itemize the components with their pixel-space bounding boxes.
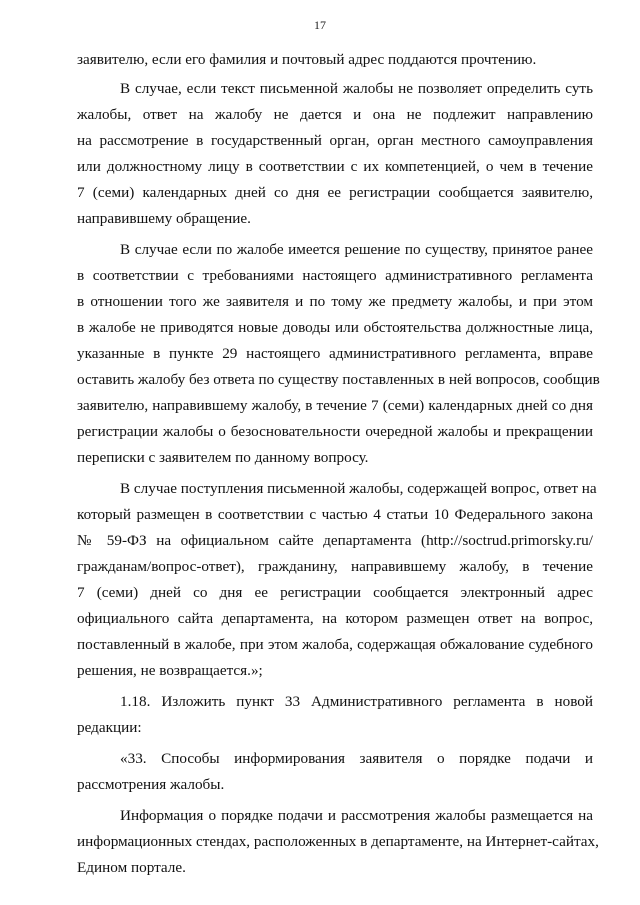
text-line: Информация о порядке подачи и рассмотрения жалобы размещается на xyxy=(120,807,593,824)
text-line: редакции: xyxy=(77,719,142,736)
text-line: указанные в пункте 29 настоящего административного регламента, вправе xyxy=(77,345,593,362)
text-line: в отношении того же заявителя и по тому же предмету жалобы, и при этом xyxy=(77,293,593,310)
text-line: информационных стендах, расположенных в департаменте, на Интернет-сайтах, xyxy=(77,833,599,850)
text-line: официального сайта департамента, на котором размещен ответ на вопрос, xyxy=(77,610,593,627)
page-number: 17 xyxy=(314,18,326,32)
text-line: рассмотрения жалобы. xyxy=(77,776,225,793)
text-line: 7 (семи) дней со дня ее регистрации сообщается электронный адрес xyxy=(77,584,593,601)
text-line: в жалобе не приводятся новые доводы или обстоятельства должностные лица, xyxy=(77,319,593,336)
text-line: в соответствии с требованиями настоящего административного регламента xyxy=(77,267,593,284)
text-line: на рассмотрение в государственный орган, орган местного самоуправления xyxy=(77,132,593,149)
text-line: переписки с заявителем по данному вопросу. xyxy=(77,449,369,466)
text-line: оставить жалобу без ответа по существу поставленных в ней вопросов, сообщив xyxy=(77,371,600,388)
text-line: решения, не возвращается.»; xyxy=(77,662,263,679)
text-line: № 59-ФЗ на официальном сайте департамента (http://soctrud.primorsky.ru/ xyxy=(77,532,593,549)
text-line: заявителю, если его фамилия и почтовый адрес поддаются прочтению. xyxy=(77,51,537,68)
text-line: заявителю, направившему жалобу, в течение 7 (семи) календарных дней со дня xyxy=(77,397,593,414)
text-line: направившему обращение. xyxy=(77,210,251,227)
text-line: «33. Способы информирования заявителя о порядке подачи и xyxy=(120,750,593,767)
text-line: Едином портале. xyxy=(77,859,186,876)
text-line: В случае если по жалобе имеется решение по существу, принятое ранее xyxy=(120,241,593,258)
text-line: 1.18. Изложить пункт 33 Административного регламента в новой xyxy=(120,693,593,710)
text-line: или должностному лицу в соответствии с их компетенцией, о чем в течение xyxy=(77,158,593,175)
text-line: В случае поступления письменной жалобы, содержащей вопрос, ответ на xyxy=(120,480,597,497)
text-line: который размещен в соответствии с частью 4 статьи 10 Федерального закона xyxy=(77,506,593,523)
text-line: гражданам/вопрос-ответ), гражданину, направившему жалобу, в течение xyxy=(77,558,593,575)
text-line: В случае, если текст письменной жалобы не позволяет определить суть xyxy=(120,80,593,97)
text-line: жалобы, ответ на жалобу не дается и она не подлежит направлению xyxy=(77,106,593,123)
text-line: регистрации жалобы о безосновательности очередной жалобы и прекращении xyxy=(77,423,593,440)
text-line: поставленный в жалобе, при этом жалоба, содержащая обжалование судебного xyxy=(77,636,593,653)
text-line: 7 (семи) календарных дней со дня ее регистрации сообщается заявителю, xyxy=(77,184,593,201)
